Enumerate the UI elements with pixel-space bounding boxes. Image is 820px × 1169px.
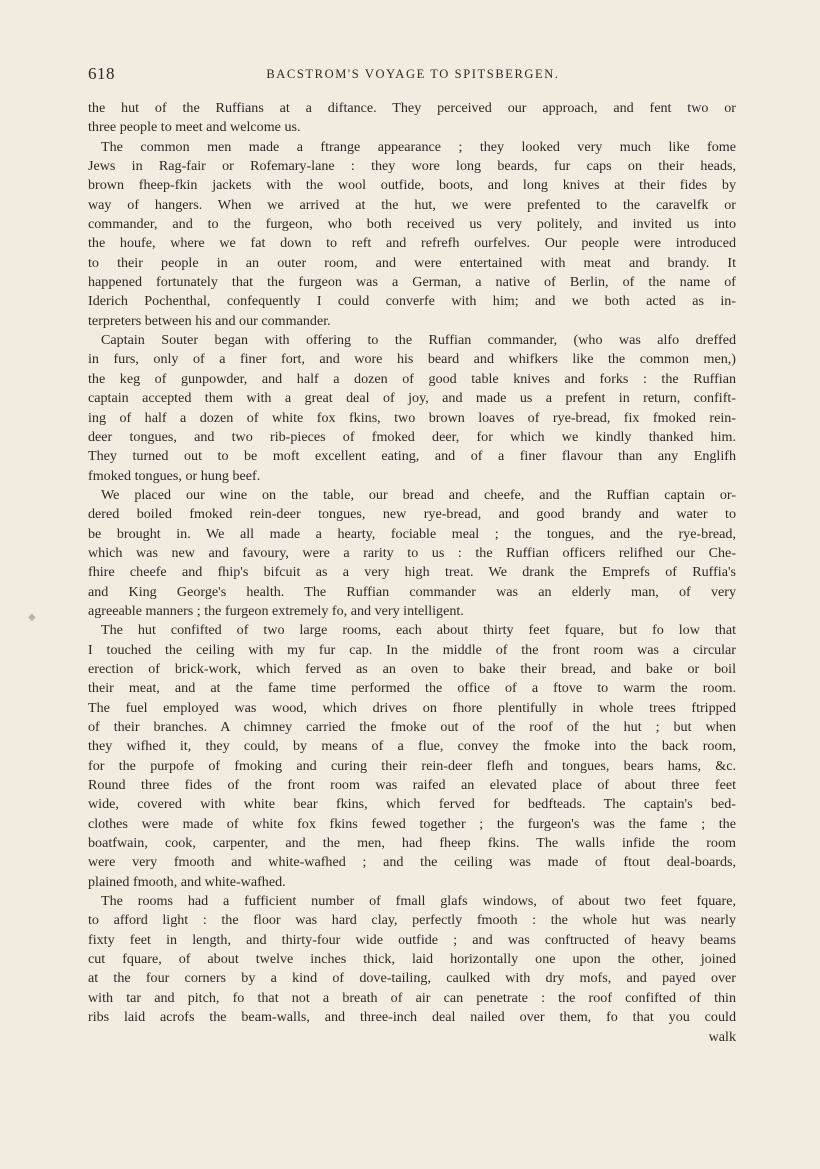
text-line: brown fheep-fkin jackets with the wool outfide, boots, and long knives at their fides by <box>88 177 736 194</box>
text-line: at the four corners by a kind of dove-tailing, caulked with dry mofs, and payed over <box>88 970 736 987</box>
text-line: the keg of gunpowder, and half a dozen of good table knives and forks : the Ruffian <box>88 370 736 387</box>
text-line: happened fortunately that the furgeon was a German, a native of Berlin, of the name of <box>88 274 736 291</box>
text-line: way of hangers. When we arrived at the hut, we were prefented to the caravelfk or <box>88 196 736 213</box>
text-line: the houfe, where we fat down to reft and refrefh ourfelves. Our people were introduced <box>88 235 736 252</box>
text-line: dered boiled fmoked rein-deer tongues, new rye-bread, and good brandy and water to <box>88 506 736 523</box>
body-text <box>88 99 736 1047</box>
text-line: deer tongues, and two rib-pieces of fmoked deer, for which we kindly thanked him. <box>88 428 736 445</box>
text-line: ing of half a dozen of white fox fkins, two brown loaves of rye-bread, fix fmoked rein- <box>88 409 736 426</box>
text-line: captain accepted them with a great deal of joy, and made us a prefent in return, confift- <box>88 390 736 407</box>
text-line: boatfwain, cook, carpenter, and the men, had fheep fkins. The walls infide the room <box>88 835 736 852</box>
text-line: for the purpofe of fmoking and curing their rein-deer flefh and tongues, bears hams, &c. <box>88 757 736 774</box>
text-line: to their people in an outer room, and were entertained with meat and brandy. It <box>88 254 736 271</box>
text-line: in furs, only of a finer fort, and wore his beard and whifkers like the common men,) <box>88 351 736 368</box>
text-line: I touched the ceiling with my fur cap. In the middle of the front room was a circular <box>88 641 736 658</box>
text-line: of their branches. A chimney carried the fmoke out of the roof of the hut ; but when <box>88 719 736 735</box>
text-line: clothes were made of white fox fkins fewed together ; the furgeon's was the fame ; the <box>88 815 736 832</box>
text-line: be brought in. We all made a hearty, fociable meal ; the tongues, and the rye-bread, <box>88 525 736 542</box>
text-line: fhire cheefe and fhip's bifcuit as a very high treat. We drank the Emprefs of Ruffia's <box>88 564 736 581</box>
text-line: which was new and favoury, were a rarity to us : the Ruffian officers relifhed our Che- <box>88 544 736 561</box>
text-line: cut fquare, of about twelve inches thick, laid horizontally one upon the other, joined <box>88 951 736 968</box>
text-line: their meat, and at the fame time performed the office of a ftove to warm the room. <box>88 680 736 697</box>
text-line: they wifhed it, they could, by means of a flue, convey the fmoke into the back room, <box>88 738 736 755</box>
text-line: The fuel employed was wood, which drives on fhore plentifully in whole trees ftripped <box>88 699 736 716</box>
text-line: erection of brick-work, which ferved as an oven to bake their bread, and bake or boil <box>88 660 736 677</box>
text-line: terpreters between his and our commander. <box>88 312 331 329</box>
text-line: to afford light : the floor was hard clay, perfectly fmooth : the whole hut was nearly <box>88 912 736 929</box>
catchword: walk <box>708 1028 736 1045</box>
text-line: agreeable manners ; the furgeon extremely fo, and very intelligent. <box>88 602 464 619</box>
running-title: BACSTROM'S VOYAGE TO SPITSBERGEN. <box>266 67 560 81</box>
text-line: wide, covered with white bear fkins, which ferved for bedfteads. The captain's bed- <box>88 796 736 813</box>
text-line: The hut confifted of two large rooms, each about thirty feet fquare, but fo low that <box>101 622 736 639</box>
text-line: the hut of the Ruffians at a diftance. They perceived our approach, and fent two or <box>88 100 736 116</box>
page-header <box>88 64 738 88</box>
text-line: Captain Souter began with offering to the Ruffian commander, (who was alfo dreffed <box>101 332 736 349</box>
page-number: 618 <box>88 64 115 83</box>
text-line: three people to meet and welcome us. <box>88 119 301 136</box>
text-line: plained fmooth, and white-wafhed. <box>88 873 286 890</box>
text-line: We placed our wine on the table, our bread and cheefe, and the Ruffian captain or- <box>101 486 736 503</box>
text-line: fmoked tongues, or hung beef. <box>88 467 261 484</box>
text-line: and King George's health. The Ruffian commander was an elderly man, of very <box>88 583 736 600</box>
text-line: with tar and pitch, fo that not a breath of air can penetrate : the roof confifted of thin <box>88 989 736 1006</box>
text-line: fixty feet in length, and thirty-four wide outfide ; and was conftructed of heavy beams <box>88 931 736 948</box>
text-line: commander, and to the furgeon, who both received us very politely, and invited us into <box>88 216 736 233</box>
margin-blot-icon: ◆ <box>28 612 36 623</box>
text-line: The common men made a ftrange appearance ; they looked very much like fome <box>101 138 736 155</box>
text-line: Round three fides of the front room was raifed an elevated place of about three feet <box>88 777 736 794</box>
text-line: They turned out to be moft excellent eating, and of a finer flavour than any Englifh <box>88 448 736 465</box>
text-line: were very fmooth and white-wafhed ; and the ceiling was made of ftout deal-boards, <box>88 854 736 871</box>
text-line: Iderich Pochenthal, confequently I could converfe with him; and we both acted as in- <box>88 293 736 310</box>
text-line: The rooms had a fufficient number of fmall glafs windows, of about two feet fquare, <box>101 893 736 910</box>
text-line: ribs laid acrofs the beam-walls, and three-inch deal nailed over them, fo that you could <box>88 1009 736 1026</box>
text-line: Jews in Rag-fair or Rofemary-lane : they wore long beards, fur caps on their heads, <box>88 158 736 175</box>
